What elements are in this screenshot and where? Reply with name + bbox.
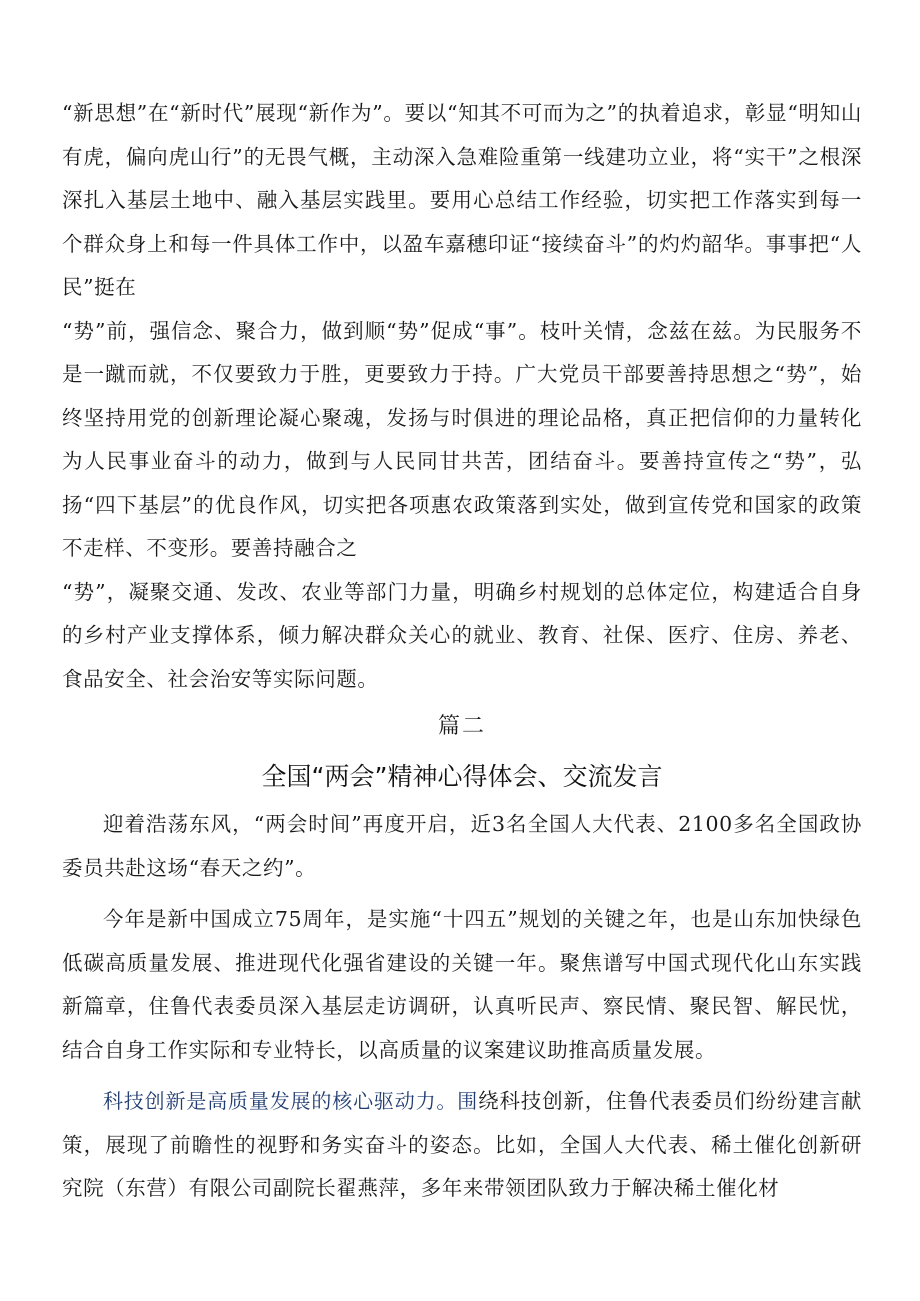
highlight-heading: 科技创新是高质量发展的核心驱动力。围 xyxy=(103,1089,479,1113)
document-page xyxy=(62,92,862,1211)
paragraph-innovation xyxy=(62,1080,862,1211)
paragraph-gap xyxy=(62,890,862,898)
paragraph-background: 今年是新中国成立75周年，是实施“十四五”规划的关键之年，也是山东加快绿色低碳高质量发展、推进现代化强省建设的关键一年。聚焦谱写中国式现代化山东实践新篇章，住鲁代表委员深入基层走访调研，认真听民声、察民情、聚民智、解民忧，结合自身工作实际和专业特长，以高质量的议案建议助推高质量发展。 xyxy=(62,907,862,1062)
section-label: 篇二 xyxy=(437,714,486,739)
paragraph-continuation-3: “势”，凝聚交通、发改、农业等部门力量，明确乡村规划的总体定位，构建适合自身的乡村产业支撑体系，倾力解决群众关心的就业、教育、社保、医疗、住房、养老、食品安全、社会治安等实际问题。 xyxy=(62,579,862,691)
paragraph-innovation-text: 绕科技创新，住鲁代表委员们纷纷建言献策，展现了前瞻性的视野和务实奋斗的姿态。比如，全国人大代表、稀土催化创新研究院（东营）有限公司副院长翟燕萍，多年来带领团队致力于解决稀土催化材 xyxy=(62,1089,862,1200)
paragraph-gap xyxy=(62,1072,862,1080)
section-title: 全国“两会”精神心得体会、交流发言 xyxy=(261,762,663,791)
paragraph-continuation-2: “势”前，强信念、聚合力，做到顺“势”促成“事”。枝叶关情，念兹在兹。为民服务不是一蹴而就，不仅要致力于胜，更要致力于持。广大党员干部要善持思想之“势”，始终坚持用党的创新理论凝心聚魂，发扬与时俱进的理论品格，真正把信仰的力量转化为人民事业奋斗的动力，做到与人民同甘共苦，团结奋斗。要善持宣传之“势”，弘扬“四下基层”的优良作风，切实把各项惠农政策落到实处，做到宣传党和国家的政策不走样、不变形。要善持融合之 xyxy=(62,318,862,560)
paragraph-continuation-1: “新思想”在“新时代”展现“新作为”。要以“知其不可而为之”的执着追求，彰显“明知山有虎，偏向虎山行”的无畏气概，主动深入急难险重第一线建功立业，将“实干”之根深深扎入基层土地中、融入基层实践里。要用心总结工作经验，切实把工作落实到每一个群众身上和每一件具体工作中，以盈车嘉穗印证“接续奋斗”的灼灼韶华。事事把“人民”挺在 xyxy=(62,101,862,299)
paragraph-intro: 迎着浩荡东风，“两会时间”再度开启，近3名全国人大代表、2100多名全国政协委员共赴这场“春天之约”。 xyxy=(62,812,862,880)
